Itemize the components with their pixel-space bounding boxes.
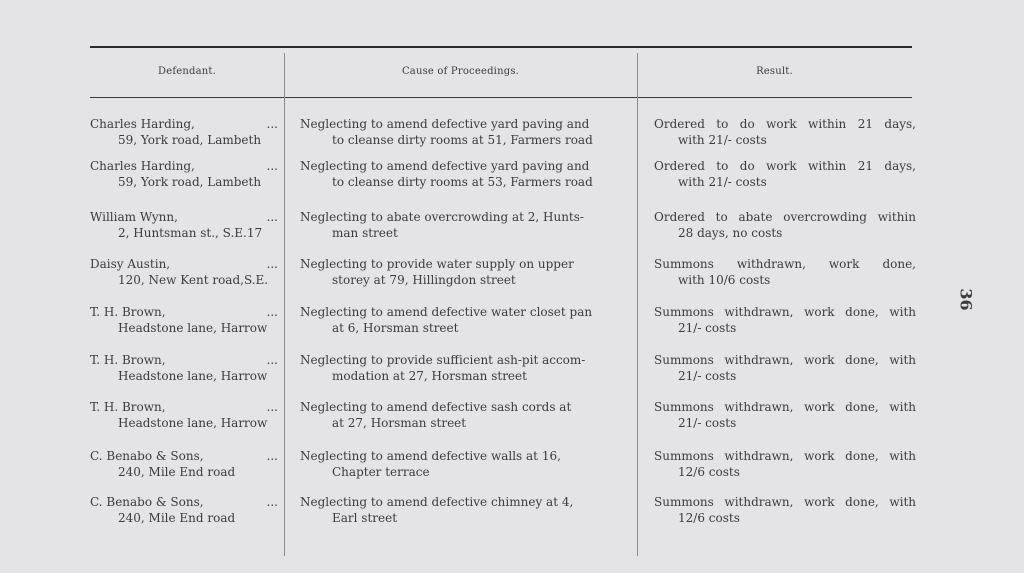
cause-line-2: to cleanse dirty rooms at 53, Farmers road xyxy=(332,175,593,189)
defendant-cell xyxy=(90,209,284,241)
defendant-cell xyxy=(90,256,284,288)
defendant-address: 59, York road, Lambeth xyxy=(118,175,262,189)
result-line-1: Ordered to do work within 21 days, xyxy=(654,117,916,131)
defendant-cell xyxy=(90,304,284,336)
leader-dots: ... xyxy=(266,400,278,414)
defendant-name xyxy=(90,304,284,320)
result-line-1: Ordered to do work within 21 days, xyxy=(654,159,916,173)
result-line-1: Summons withdrawn, work done, with xyxy=(654,353,916,367)
defendant-name-text: Charles Harding, xyxy=(90,117,195,131)
defendant-cell xyxy=(90,448,284,480)
defendant-address: Headstone lane, Harrow xyxy=(118,369,268,383)
result-cell xyxy=(654,448,916,480)
defendant-name xyxy=(90,158,284,174)
header-cause: Cause of Proceedings. xyxy=(401,66,520,77)
result-line-2: 12/6 costs xyxy=(678,511,740,525)
table-row xyxy=(90,158,916,200)
defendant-name-text: C. Benabo & Sons, xyxy=(90,495,204,509)
defendant-name-text: C. Benabo & Sons, xyxy=(90,449,204,463)
cause-line-2: at 27, Horsman street xyxy=(332,416,467,430)
cause-cell xyxy=(300,448,632,480)
cause-line-1: Neglecting to amend defective sash cords at xyxy=(300,400,572,414)
cause-cell xyxy=(300,352,632,384)
leader-dots: ... xyxy=(266,257,278,271)
leader-dots: ... xyxy=(266,159,278,173)
result-cell xyxy=(654,158,916,190)
cause-line-1: Neglecting to amend defective yard paving and xyxy=(300,117,590,131)
defendant-name xyxy=(90,494,284,510)
defendant-name-text: William Wynn, xyxy=(90,210,178,224)
table-row xyxy=(90,209,916,251)
cause-cell xyxy=(300,209,632,241)
result-line-2: with 10/6 costs xyxy=(678,273,771,287)
defendant-cell xyxy=(90,116,284,148)
cause-line-1: Neglecting to amend defective yard paving and xyxy=(300,159,590,173)
header-defendant: Defendant. xyxy=(158,66,216,77)
result-cell xyxy=(654,116,916,148)
cause-line-2: to cleanse dirty rooms at 51, Farmers road xyxy=(332,133,593,147)
defendant-cell xyxy=(90,158,284,190)
result-line-1: Summons withdrawn, work done, with xyxy=(654,449,916,463)
cause-line-2: Chapter terrace xyxy=(332,465,430,479)
result-cell xyxy=(654,209,916,241)
cause-line-1: Neglecting to provide sufficient ash-pit accom- xyxy=(300,353,586,367)
table-row xyxy=(90,116,916,158)
result-line-2: with 21/- costs xyxy=(678,133,767,147)
cause-cell xyxy=(300,399,632,431)
table-row xyxy=(90,494,916,536)
cause-line-1: Neglecting to provide water supply on upper xyxy=(300,257,574,271)
leader-dots: ... xyxy=(266,449,278,463)
result-line-2: 12/6 costs xyxy=(678,465,740,479)
defendant-name xyxy=(90,448,284,464)
cause-line-2: storey at 79, Hillingdon street xyxy=(332,273,516,287)
result-line-1: Summons withdrawn, work done, with xyxy=(654,305,916,319)
defendant-address: Headstone lane, Harrow xyxy=(118,416,268,430)
defendant-cell xyxy=(90,399,284,431)
leader-dots: ... xyxy=(266,353,278,367)
cause-line-1: Neglecting to abate overcrowding at 2, Hunts- xyxy=(300,210,584,224)
result-line-2: 21/- costs xyxy=(678,321,737,335)
cause-cell xyxy=(300,494,632,526)
defendant-name xyxy=(90,256,284,272)
result-cell xyxy=(654,399,916,431)
defendant-name-text: T. H. Brown, xyxy=(90,400,166,414)
page-number: 36 xyxy=(956,288,976,311)
defendant-name-text: T. H. Brown, xyxy=(90,305,166,319)
cause-line-2: Earl street xyxy=(332,511,398,525)
cause-line-1: Neglecting to amend defective chimney at 4, xyxy=(300,495,574,509)
result-line-1: Summons withdrawn, work done, with xyxy=(654,400,916,414)
leader-dots: ... xyxy=(266,210,278,224)
defendant-name xyxy=(90,116,284,132)
defendant-name-text: T. H. Brown, xyxy=(90,353,166,367)
table-row xyxy=(90,399,916,441)
table-row xyxy=(90,352,916,394)
leader-dots: ... xyxy=(266,305,278,319)
defendant-name-text: Daisy Austin, xyxy=(90,257,171,271)
cause-line-1: Neglecting to amend defective walls at 16, xyxy=(300,449,561,463)
result-line-2: 28 days, no costs xyxy=(678,226,783,240)
cause-line-1: Neglecting to amend defective water closet pan xyxy=(300,305,593,319)
leader-dots: ... xyxy=(266,495,278,509)
cause-cell xyxy=(300,256,632,288)
result-line-2: 21/- costs xyxy=(678,416,737,430)
result-line-2: 21/- costs xyxy=(678,369,737,383)
result-line-2: with 21/- costs xyxy=(678,175,767,189)
top-rule xyxy=(90,46,912,48)
table-row xyxy=(90,256,916,298)
header-result: Result. xyxy=(756,66,793,77)
result-cell xyxy=(654,256,916,288)
leader-dots: ... xyxy=(266,117,278,131)
defendant-address: 59, York road, Lambeth xyxy=(118,133,262,147)
defendant-address: 240, Mile End road xyxy=(118,465,236,479)
defendant-address: 2, Huntsman st., S.E.17 xyxy=(118,226,263,240)
defendant-name xyxy=(90,352,284,368)
result-cell xyxy=(654,352,916,384)
header-rule xyxy=(90,97,912,98)
table-row xyxy=(90,448,916,490)
defendant-name xyxy=(90,399,284,415)
table-row xyxy=(90,304,916,346)
cause-cell xyxy=(300,158,632,190)
cause-cell xyxy=(300,304,632,336)
result-line-1: Summons withdrawn, work done, xyxy=(654,257,916,271)
cause-line-2: man street xyxy=(332,226,398,240)
defendant-cell xyxy=(90,352,284,384)
result-line-1: Summons withdrawn, work done, with xyxy=(654,495,916,509)
defendant-name-text: Charles Harding, xyxy=(90,159,195,173)
defendant-address: 120, New Kent road,S.E. xyxy=(118,273,269,287)
result-cell xyxy=(654,494,916,526)
defendant-address: 240, Mile End road xyxy=(118,511,236,525)
defendant-cell xyxy=(90,494,284,526)
defendant-name xyxy=(90,209,284,225)
cause-line-2: at 6, Horsman street xyxy=(332,321,459,335)
result-cell xyxy=(654,304,916,336)
cause-line-2: modation at 27, Horsman street xyxy=(332,369,527,383)
cause-cell xyxy=(300,116,632,148)
result-line-1: Ordered to abate overcrowding within xyxy=(654,210,916,224)
defendant-address: Headstone lane, Harrow xyxy=(118,321,268,335)
